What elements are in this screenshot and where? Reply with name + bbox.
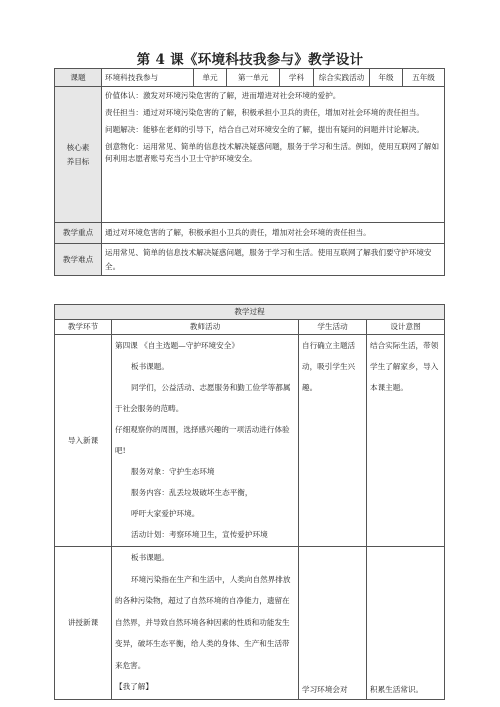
process-header: 教学过程 [55, 305, 445, 320]
core-goals-content [102, 87, 445, 223]
intro-line: 服务对象：守护生态环境 [131, 467, 215, 476]
col-student: 学生活动 [299, 320, 367, 335]
core-goal-responsibility: 责任担当：通过对环境污染危害的了解，积极承担小卫兵的责任，增加对社会环境的责任担当。 [105, 108, 424, 117]
student-activity-new: 学习环境会对 [299, 547, 367, 700]
design-intent-new: 积累生活常识。 [367, 547, 445, 700]
difficulty-text: 运用常见、简单的信息技术解决疑惑问题，服务于学习和生活。使用互联网了解我们要守护环境安全。 [102, 244, 445, 276]
intro-line: 仔细观察你的周围，选择感兴趣的一项活动进行体验吧! [115, 425, 290, 455]
intro-line: 活动计划：考察环境卫生，宣传爱护环境 [131, 530, 268, 539]
new-line: 【我了解】 [115, 682, 153, 691]
unit-value: 第一单元 [227, 69, 280, 87]
core-goals-label-text: 核心素养目标 [66, 142, 90, 166]
key-point-label: 教学重点 [55, 223, 102, 244]
subject-value: 环境科技我参与 [102, 69, 194, 87]
col-teacher: 教师活动 [112, 320, 299, 335]
col-intent: 设计意图 [367, 320, 445, 335]
lesson-info-table [54, 68, 445, 276]
discipline-value: 综合实践活动 [314, 69, 370, 87]
teaching-process-table [54, 304, 445, 700]
new-line: 环境污染指在生产和生活中，人类向自然界排放的各种污染物，超过了自然环境的自净能力，遗留在自然界，并导致自然环境各种因素的性质和功能发生变异，破坏生态平衡，给人类的身体、生产和生活带来危害。 [115, 574, 291, 670]
student-activity-intro [299, 335, 367, 547]
difficulty-label: 教学难点 [55, 244, 102, 276]
teacher-activity-intro [112, 335, 299, 547]
intro-line: 呼吁大家爱护环境。 [131, 509, 200, 518]
intro-line: 板书课题。 [131, 362, 169, 371]
subject-label: 课题 [55, 69, 102, 87]
student-activity-text: 自行确立主题活动，吸引学生兴趣。 [302, 341, 356, 392]
design-intent-intro [367, 335, 445, 547]
col-stage: 教学环节 [55, 320, 112, 335]
discipline-label: 学科 [280, 69, 314, 87]
unit-label: 单元 [194, 69, 227, 87]
new-line: 板书课题。 [131, 553, 169, 562]
grade-label: 年级 [370, 69, 403, 87]
core-goals-label [55, 87, 102, 223]
intro-line: 服务内容：乱丢垃圾破坏生态平衡， [131, 488, 253, 497]
core-goal-problem-solving: 问题解决：能够在老师的引导下，结合自己对环境安全的了解，提出有疑问的问题并讨论解决。 [105, 125, 424, 134]
stage-intro: 导入新课 [55, 335, 112, 547]
core-goal-value: 价值体认：激发对环境污染危害的了解，进而增进对社会环境的爱护。 [105, 91, 341, 100]
stage-new-lesson: 讲授新课 [55, 547, 112, 700]
page-title: 第 4 课《环境科技我参与》教学设计 [136, 52, 364, 68]
grade-value: 五年级 [403, 69, 445, 87]
design-intent-text: 结合实际生活，带领学生了解家乡，导入本课主题。 [370, 341, 439, 392]
teacher-activity-new [112, 547, 299, 700]
intro-line: 第四课 《自主选题—守护环境安全》 [115, 341, 239, 350]
intro-line: 同学们，公益活动、志愿服务和勤工俭学等都属于社会服务的范畴。 [115, 383, 291, 413]
core-goal-creativity: 创意物化：运用常见、简单的信息技术解决疑惑问题，服务于学习和生活。例如，使用互联网了解如何利用志愿者账号充当小卫士守护环境安全。 [105, 142, 440, 163]
key-point-text: 通过对环境危害的了解，积极承担小卫兵的责任，增加对社会环境的责任担当。 [102, 223, 445, 244]
